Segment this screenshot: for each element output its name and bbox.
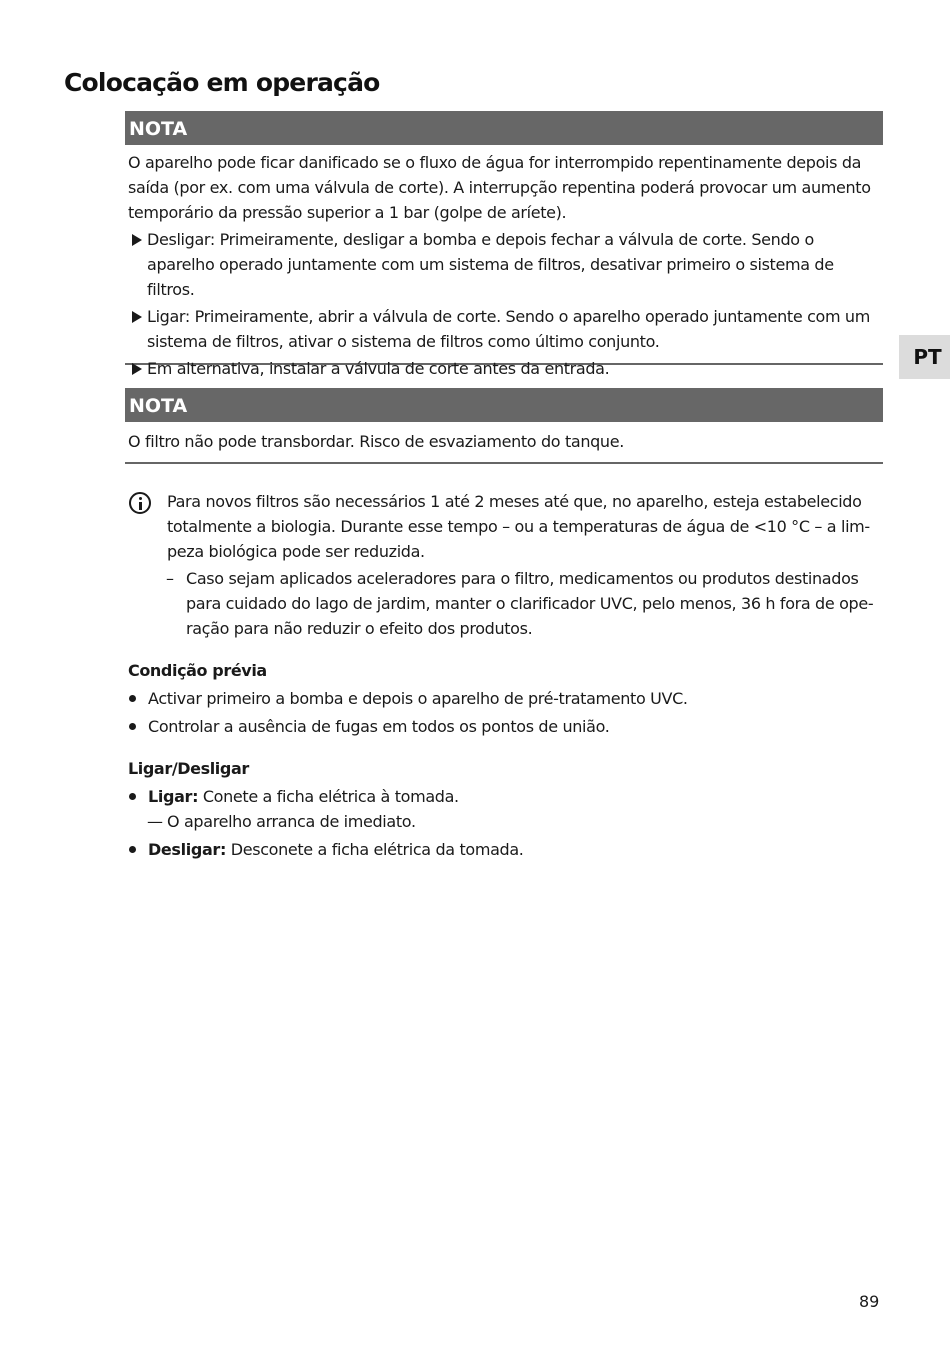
bullet-dot-icon	[129, 846, 136, 853]
notice-header: NOTA	[125, 111, 883, 145]
info-icon	[129, 492, 151, 514]
page-title: Colocação em operação	[64, 68, 380, 97]
triangle-bullet-icon	[132, 234, 142, 246]
section-heading: Condição prévia	[128, 661, 267, 680]
notice-text: O filtro não pode transbordar. Risco de esvaziamento do tanque.	[128, 432, 624, 451]
info-text: Para novos filtros são necessários 1 até 2 meses até que, no aparelho, esteja estabelecido totalmente a biologia. Durante esse tempo – ou a temperaturas de água de <10 °C – a limpeza biológica pode ser reduzida.	[167, 492, 871, 561]
result-item: — O aparelho arranca de imediato.	[128, 809, 883, 834]
step-item: Em alternativa, instalar a válvula de corte antes da entrada.	[125, 356, 883, 381]
bullet-dot-icon	[129, 723, 136, 730]
list-item: Desligar: Desconete a ficha elétrica da tomada.	[128, 837, 883, 862]
info-dash-item: – Caso sejam aplicados aceleradores para o filtro, medicamentos ou produtos destinados para cuidado do lago de jardim, manter o clarificador UVC, pelo menos, 36 h fora de operação para não reduzir o efeito dos produtos.	[186, 566, 881, 641]
notice-box	[125, 111, 883, 378]
list-item: Activar primeiro a bomba e depois o aparelho de pré-tratamento UVC.	[128, 686, 883, 711]
list-item: Controlar a ausência de fugas em todos os pontos de união.	[128, 714, 883, 739]
page-number: 89	[859, 1292, 880, 1311]
triangle-bullet-icon	[132, 311, 142, 323]
bullet-dot-icon	[129, 695, 136, 702]
step-item: Desligar: Primeiramente, desligar a bomba e depois fechar a válvula de corte. Sendo o aparelho operado juntamente com um sistema de filtros, desativar primeiro o sistema de filtros.	[125, 227, 883, 302]
dash-marker: –	[166, 569, 174, 588]
step-item: Ligar: Primeiramente, abrir a válvula de corte. Sendo o aparelho operado juntamente com um sistema de filtros, ativar o sistema de filtros como último conjunto.	[125, 304, 883, 354]
off-label: Desligar:	[148, 840, 227, 859]
notice-text: O aparelho pode ficar danificado se o fluxo de água for interrompido repentinamente depois da saída (por ex. com uma válvula de corte). A interrupção repentina poderá provocar um aumento temporário da pressão superior a 1 bar (golpe de aríete).	[128, 153, 871, 222]
prereq-section	[128, 658, 883, 739]
triangle-bullet-icon	[132, 363, 142, 375]
bullet-dot-icon	[129, 793, 136, 800]
on-label: Ligar:	[148, 787, 199, 806]
dash-marker: —	[147, 812, 163, 831]
language-tab: PT	[899, 335, 950, 379]
info-block	[129, 489, 881, 641]
list-item: Ligar: Conete a ficha elétrica à tomada.	[128, 784, 883, 809]
onoff-section	[128, 756, 883, 862]
notice-box	[125, 388, 883, 464]
section-heading: Ligar/Desligar	[128, 759, 249, 778]
notice-header: NOTA	[125, 388, 883, 422]
